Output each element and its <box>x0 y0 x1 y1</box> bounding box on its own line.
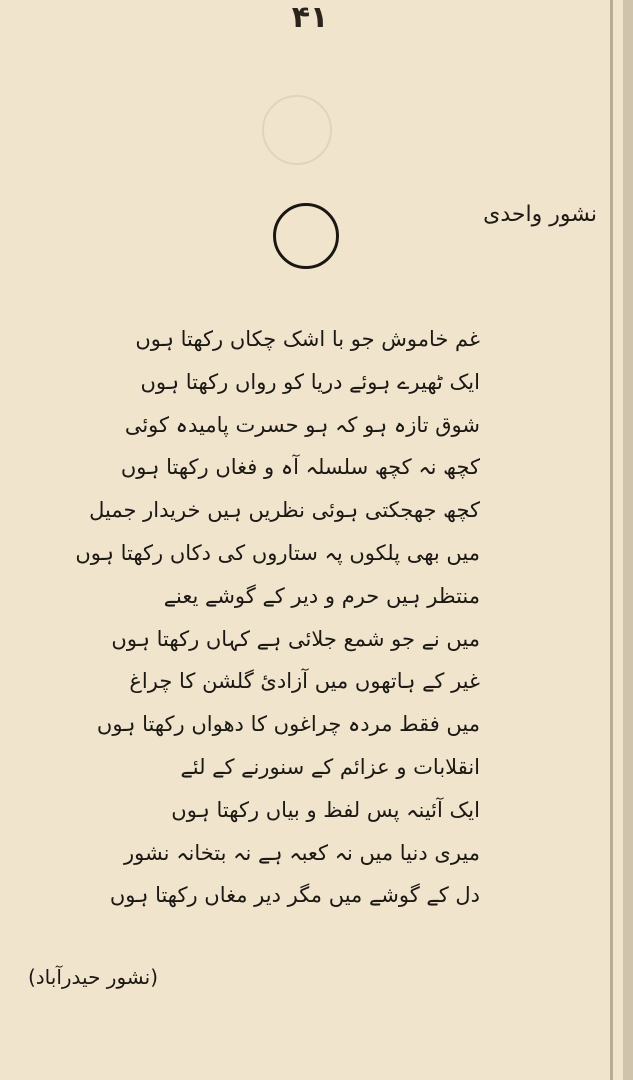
poem-verse: ایک ٹھیرے ہوئے دریا کو رواں رکھتا ہوں <box>140 369 480 394</box>
bleed-through-ornament <box>262 95 332 165</box>
signature-line: (نشور حیدرآباد) <box>27 965 159 989</box>
poem-body <box>75 318 480 917</box>
poem-verse: غم خاموش جو با اشک چکاں رکھتا ہوں <box>135 327 480 351</box>
poem-verse: ایک آئینہ پس لفظ و بیاں رکھتا ہوں <box>171 797 480 822</box>
poem-verse: میری دنیا میں نہ کعبہ ہے نہ بتخانہ نشور <box>123 840 480 865</box>
poem-verse: کچھ نہ کچھ سلسلہ آہ و فغاں رکھتا ہوں <box>120 455 480 480</box>
page-number: ۴۱ <box>291 0 329 35</box>
poem-verse: شوق تازہ ہو کہ ہو حسرت پامیدہ کوئی <box>124 412 480 437</box>
page-edge <box>610 0 613 1080</box>
poem-verse: میں نے جو شمع جلائی ہے کہاں رکھتا ہوں <box>111 626 480 651</box>
poem-verse: کچھ جھجکتی ہوئی نظریں ہیں خریدار جمیل <box>89 498 480 523</box>
poem-verse: دل کے گوشے میں مگر دیر مغاں رکھتا ہوں <box>109 883 480 908</box>
poem-verse: غیر کے ہاتھوں میں آزادیٔ گلشن کا چراغ <box>129 669 480 694</box>
circle-ornament <box>273 203 339 269</box>
poem-verse: انقلابات و عزائم کے سنورنے کے لئے <box>180 754 480 779</box>
poet-heading: نشور واحدی <box>483 202 597 227</box>
poem-verse: میں بھی پلکوں پہ ستاروں کی دکاں رکھتا ہوں <box>75 540 480 565</box>
poem-verse: میں فقط مردہ چراغوں کا دھواں رکھتا ہوں <box>96 712 480 737</box>
poem-verse: منتظر ہیں حرم و دیر کے گوشے یعنے <box>163 583 480 608</box>
